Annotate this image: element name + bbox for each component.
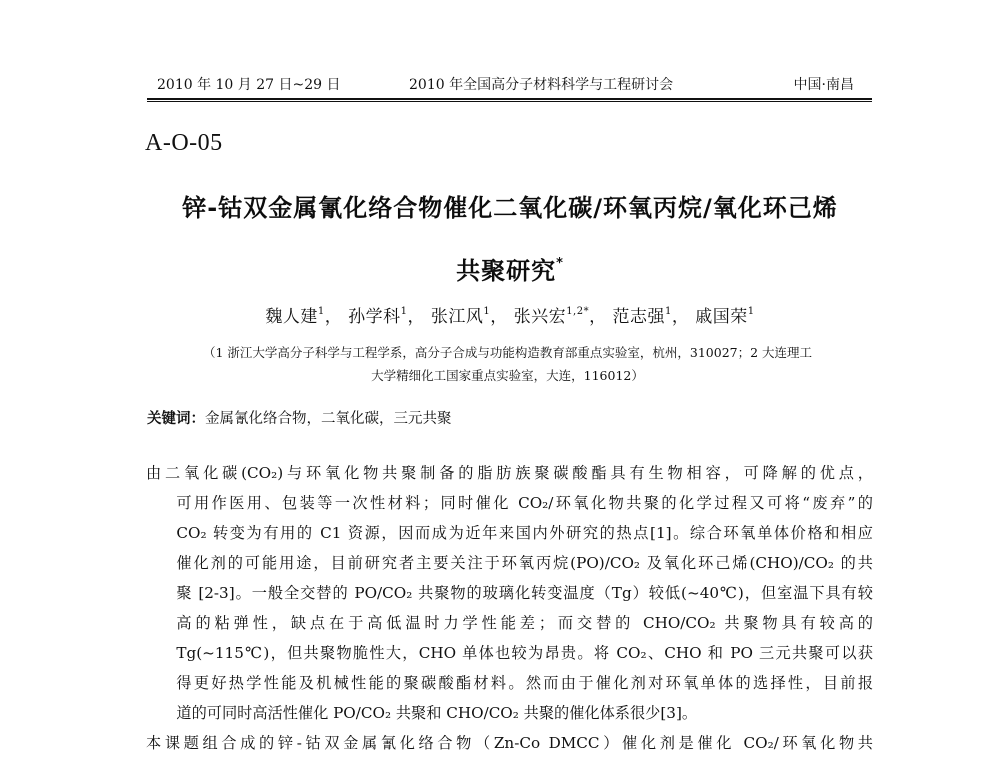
header-rule-thin xyxy=(147,101,872,102)
author-name: 张兴宏 xyxy=(513,307,567,327)
body-paragraph-1 xyxy=(146,458,873,728)
title-line-2 xyxy=(100,248,920,287)
keywords-text: 金属氰化络合物，二氧化碳，三元共聚 xyxy=(205,411,452,427)
author-affiliation: 1 xyxy=(665,306,672,317)
header-rule-thick xyxy=(147,98,872,100)
author-affiliation: 1 xyxy=(747,306,755,317)
body-line: 高的粘弹性，缺点在于高低温时力学性能差；而交替的 CHO/CO₂ 共聚物具有较高的 xyxy=(176,614,873,632)
affiliation-line-2: 大学精细化工国家重点实验室，大连，116012） xyxy=(371,368,644,383)
body-line: 聚 [2-3]。一般全交替的 PO/CO₂ 共聚物的玻璃化转变温度（Tg）较低(~40℃)，但室温下具有较 xyxy=(176,584,873,602)
author-name: 孙学科 xyxy=(348,307,401,327)
body-line: 本课题组合成的锌-钴双金属氰化络合物（Zn-Co DMCC）催化剂是催化 CO₂/环氧化物共 xyxy=(146,734,873,752)
body-line: Tg(~115℃)，但共聚物脆性大，CHO 单体也较为昂贵。将 CO₂、CHO 和 PO 三元共聚可以获 xyxy=(176,644,873,662)
body-text xyxy=(146,458,873,758)
author-affiliation: 1 xyxy=(317,306,325,317)
keywords-label: 关键词： xyxy=(147,411,205,427)
title-footnote-marker: * xyxy=(556,256,564,271)
author-affiliation: 1 xyxy=(483,306,491,317)
title-line-1: 锌-钴双金属氰化络合物催化二氧化碳/环氧丙烷/氧化环己烯 xyxy=(182,194,838,222)
body-line: CO₂ 转变为有用的 C1 资源，因而成为近年来国内外研究的热点[1]。综合环氧单体价格和相应 xyxy=(176,524,873,542)
header-date: 2010 年 10 月 27 日~29 日 xyxy=(157,77,341,93)
author-name: 张江风 xyxy=(430,307,484,327)
affiliation-line-1: （1 浙江大学高分子科学与工程学系，高分子合成与功能构造教育部重点实验室，杭州，310027；2 大连理工 xyxy=(202,345,813,360)
body-paragraph-2 xyxy=(146,728,873,758)
body-line: 道的可同时高活性催化 PO/CO₂ 共聚和 CHO/CO₂ 共聚的催化体系很少[3]。 xyxy=(176,704,698,722)
author-name: 戚国荣 xyxy=(695,307,748,327)
keywords xyxy=(147,408,452,430)
body-line: 得更好热学性能及机械性能的聚碳酸酯材料。然而由于催化剂对环氧单体的选择性，目前报 xyxy=(176,674,873,692)
author-list: 魏人建$^1$， 孙学科$^1$， 张江风$^1$， 张兴宏$^{1,2*}$， 范志强$^1$， 戚国荣$^1$ xyxy=(265,306,755,327)
body-line: 由二氧化碳(CO₂)与环氧化物共聚制备的脂肪族聚碳酸酯具有生物相容，可降解的优点， xyxy=(146,464,873,482)
author-name: 魏人建 xyxy=(265,307,318,327)
header-conference: 2010 年全国高分子材料科学与工程研讨会 xyxy=(409,77,674,93)
body-line: 催化剂的可能用途，目前研究者主要关注于环氧丙烷(PO)/CO₂ 及氧化环己烯(CHO)/CO₂ 的共 xyxy=(176,554,873,572)
body-line: 可用作医用、包装等一次性材料；同时催化 CO₂/环氧化物共聚的化学过程又可将“废弃”的 xyxy=(176,494,873,512)
paper-id: A-O-05 xyxy=(145,130,223,156)
author-affiliation: 1 xyxy=(400,306,408,317)
header-location: 中国·南昌 xyxy=(793,77,854,93)
author-name: 范志强 xyxy=(612,307,665,327)
author-affiliation: 1,2* xyxy=(566,306,590,317)
title-line-2-text: 共聚研究 xyxy=(456,257,557,285)
